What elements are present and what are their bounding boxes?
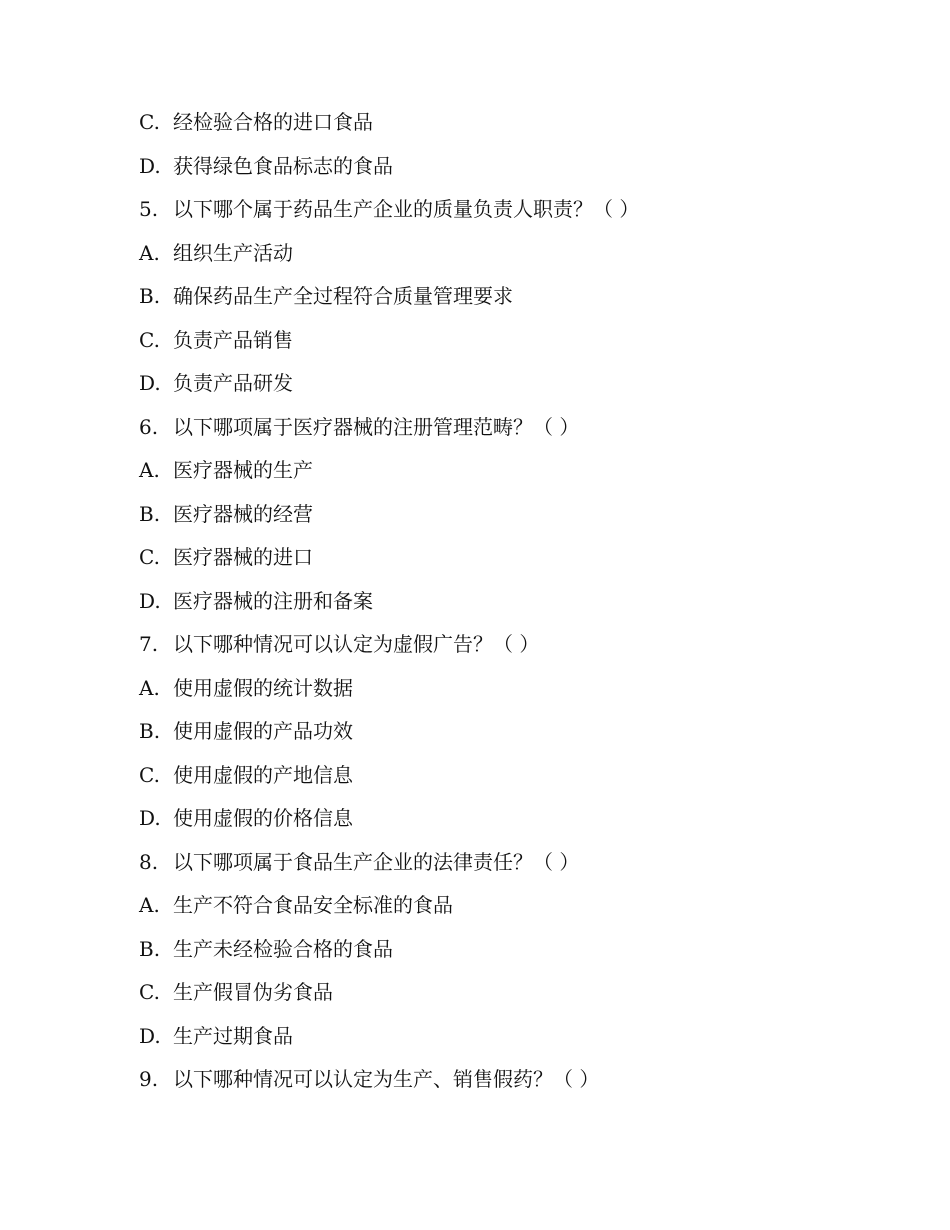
option-line: [139, 150, 899, 194]
option-text: 组织生产活动: [173, 240, 293, 265]
question-text: 以下哪种情况可以认定为生产、销售假药？（ ）: [173, 1067, 600, 1091]
option-line: [139, 1020, 899, 1064]
option-marker: D.: [139, 1023, 161, 1048]
question-line: [139, 411, 899, 455]
option-marker: B.: [139, 719, 161, 743]
option-marker: C.: [139, 327, 160, 352]
question-line: [139, 193, 899, 237]
question-line: [139, 628, 899, 672]
option-marker: B.: [139, 501, 161, 526]
option-marker: A.: [139, 240, 160, 265]
question-number: 7.: [139, 632, 159, 656]
question-text: 以下哪个属于药品生产企业的质量负责人职责？（ ）: [173, 197, 640, 221]
question-number: 8.: [139, 849, 159, 874]
question-number: 5.: [139, 197, 159, 221]
option-line: [139, 672, 899, 716]
option-marker: C.: [139, 762, 160, 787]
option-line: [139, 498, 899, 542]
question-line: [139, 846, 899, 890]
option-text: 医疗器械的生产: [173, 458, 313, 482]
option-text: 负责产品研发: [173, 371, 293, 395]
option-marker: D.: [139, 588, 161, 613]
option-line: [139, 802, 899, 846]
option-text: 确保药品生产全过程符合质量管理要求: [173, 284, 513, 308]
question-number: 9.: [139, 1067, 159, 1091]
option-line: [139, 585, 899, 629]
option-marker: C.: [139, 110, 160, 134]
option-marker: A.: [139, 458, 160, 482]
option-line: [139, 324, 899, 368]
option-line: [139, 237, 899, 281]
option-marker: C.: [139, 980, 160, 1004]
option-text: 使用虚假的价格信息: [173, 806, 353, 830]
option-marker: B.: [139, 284, 161, 308]
option-text: 使用虚假的统计数据: [173, 675, 353, 700]
option-text: 生产不符合食品安全标准的食品: [173, 893, 453, 917]
option-marker: D.: [139, 371, 161, 395]
option-line: [139, 280, 899, 324]
option-text: 获得绿色食品标志的食品: [173, 153, 393, 178]
option-line: [139, 106, 899, 150]
option-text: 医疗器械的经营: [173, 501, 313, 526]
question-text: 以下哪项属于医疗器械的注册管理范畴？（ ）: [173, 414, 580, 439]
option-text: 负责产品销售: [173, 327, 293, 352]
option-line: [139, 889, 899, 933]
option-marker: D.: [139, 153, 161, 178]
option-text: 生产假冒伪劣食品: [173, 980, 333, 1004]
option-line: [139, 933, 899, 977]
option-line: [139, 715, 899, 759]
option-line: [139, 976, 899, 1020]
option-text: 医疗器械的进口: [173, 545, 313, 569]
option-text: 医疗器械的注册和备案: [173, 588, 373, 613]
option-line: [139, 454, 899, 498]
option-text: 生产过期食品: [173, 1023, 293, 1048]
question-number: 6.: [139, 414, 159, 439]
question-text: 以下哪种情况可以认定为虚假广告？（ ）: [173, 632, 540, 656]
question-text: 以下哪项属于食品生产企业的法律责任？（ ）: [173, 849, 580, 874]
question-list: [139, 106, 899, 1107]
option-marker: A.: [139, 893, 160, 917]
option-line: [139, 541, 899, 585]
question-line: [139, 1063, 899, 1107]
option-text: 使用虚假的产品功效: [173, 719, 353, 743]
option-line: [139, 759, 899, 803]
option-text: 生产未经检验合格的食品: [173, 936, 393, 961]
option-marker: D.: [139, 806, 161, 830]
option-marker: C.: [139, 545, 160, 569]
option-text: 使用虚假的产地信息: [173, 762, 353, 787]
option-marker: A.: [139, 675, 160, 700]
option-line: [139, 367, 899, 411]
option-marker: B.: [139, 936, 161, 961]
option-text: 经检验合格的进口食品: [173, 110, 373, 134]
